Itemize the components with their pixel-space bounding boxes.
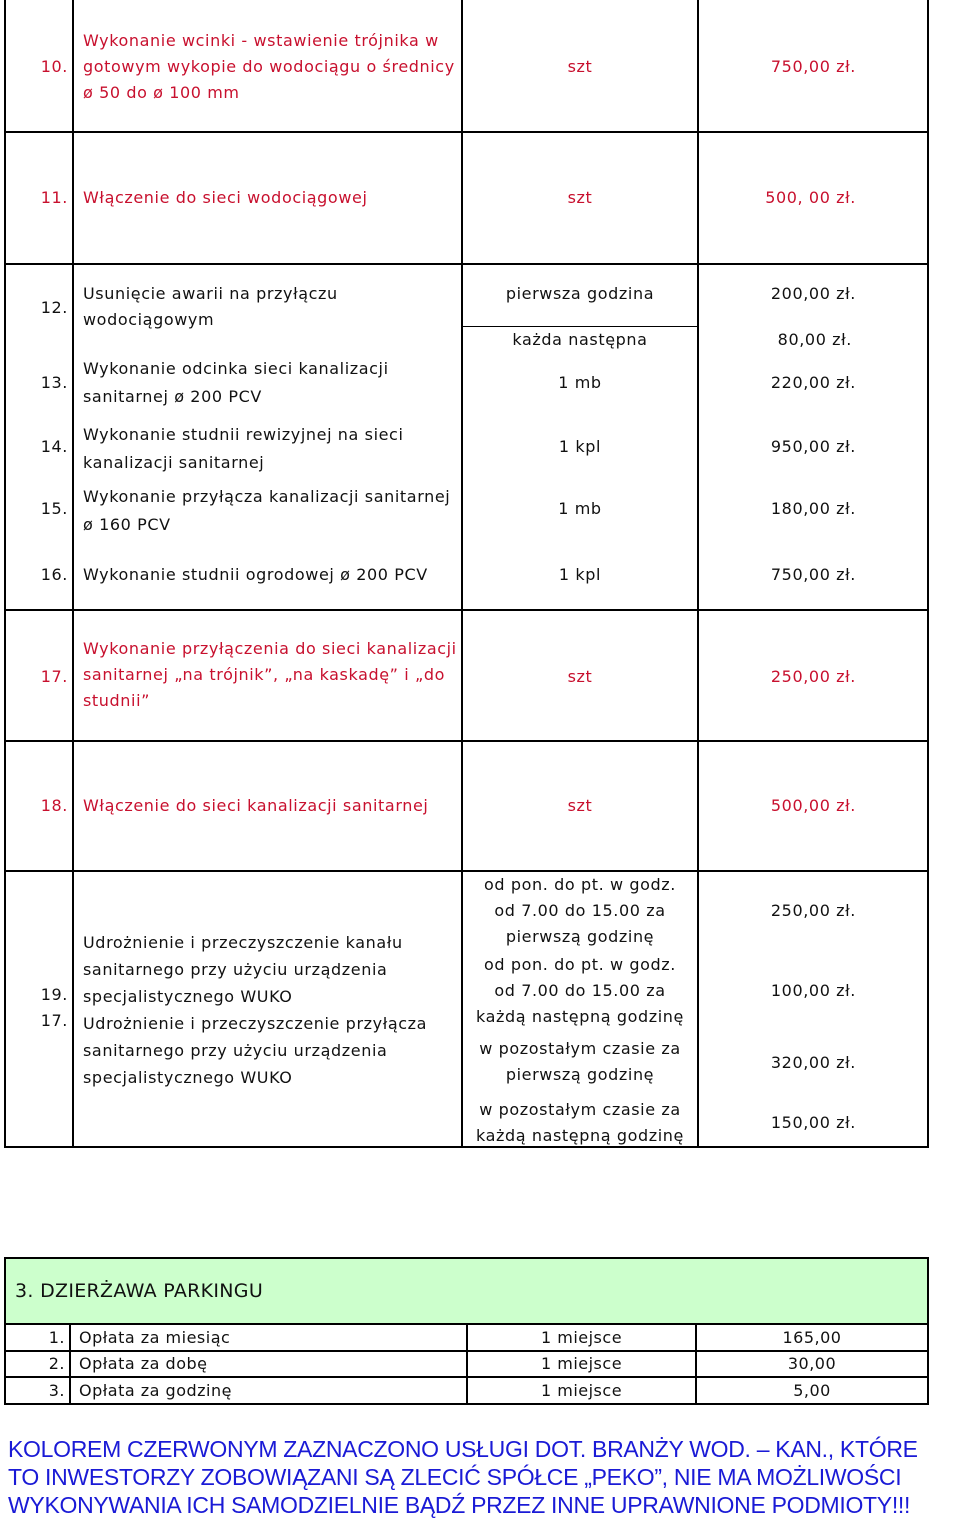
table-border-top — [4, 1257, 929, 1259]
footnote-line: KOLOREM CZERWONYM ZAZNACZONO USŁUGI DOT. BRANŻY WOD. – KAN., KTÓRE — [8, 1436, 918, 1462]
service-unit: w pozostałym czasie za pierwszą godzinę — [479, 1039, 681, 1084]
service-unit: od pon. do pt. w godz. od 7.00 do 15.00 za każdą następną godzinę — [476, 955, 684, 1026]
row-number: 16. — [40, 565, 68, 584]
row-number: 18. — [40, 796, 68, 815]
service-description: Wykonanie studnii ogrodowej ø 200 PCV — [83, 565, 428, 584]
parking-row-desc: Opłata za dobę — [79, 1354, 208, 1373]
service-unit: 1 mb — [558, 373, 602, 392]
row-number: 15. — [40, 499, 68, 518]
service-price: 320,00 zł. — [770, 1053, 856, 1072]
service-price: 500, 00 zł. — [765, 188, 856, 207]
parking-row-price: 30,00 — [787, 1354, 837, 1373]
service-unit: od pon. do pt. w godz. od 7.00 do 15.00 za pierwszą godzinę — [484, 875, 676, 946]
service-price: 750,00 zł. — [770, 565, 856, 584]
parking-row-desc: Opłata za miesiąc — [79, 1328, 231, 1347]
parking-row-desc: Opłata za godzinę — [79, 1381, 232, 1400]
service-description: Wykonanie odcinka sieci kanalizacji sanitarnej ø 200 PCV — [83, 359, 389, 406]
service-unit: szt — [567, 57, 593, 76]
service-unit: szt — [567, 188, 593, 207]
row-border — [4, 740, 929, 742]
row-number: 19. 17. — [40, 985, 68, 1030]
service-price: 250,00 zł. — [770, 901, 856, 920]
service-price: 150,00 zł. — [770, 1113, 856, 1132]
parking-heading: 3. DZIERŻAWA PARKINGU — [15, 1280, 264, 1302]
row-border — [4, 263, 929, 265]
service-unit: szt — [567, 796, 593, 815]
parking-row-number: 2. — [48, 1354, 65, 1373]
table-border-right — [927, 0, 929, 1148]
row-number: 13. — [40, 373, 68, 392]
service-price: 80,00 zł. — [777, 330, 852, 349]
table-border-right — [927, 1257, 929, 1405]
service-description: Udrożnienie i przeczyszczenie kanału sanitarnego przy użyciu urządzenia specjalistycznego WUKO Udrożnienie i przeczyszczenie przyłącza sanitarnego przy użyciu urządzenia specjalistycznego WUKO — [83, 933, 428, 1087]
row-number: 17. — [40, 667, 68, 686]
footnote-line: WYKONYWANIA ICH SAMODZIELNIE BĄDŹ PRZEZ INNE UPRAWNIONE PODMIOTY!!! — [8, 1492, 911, 1518]
service-description: Usunięcie awarii na przyłączu wodociągowym — [83, 284, 338, 329]
parking-row-unit: 1 miejsce — [540, 1354, 623, 1373]
service-description: Wykonanie studnii rewizyjnej na sieci kanalizacji sanitarnej — [83, 425, 404, 472]
service-description: Włączenie do sieci wodociągowej — [83, 188, 368, 207]
table-divider-no — [72, 0, 74, 1148]
service-description: Wykonanie przyłącza kanalizacji sanitarnej ø 160 PCV — [83, 487, 451, 534]
parking-row-unit: 1 miejsce — [540, 1381, 623, 1400]
parking-row-price: 165,00 — [782, 1328, 842, 1347]
row-border — [4, 131, 929, 133]
row-number: 14. — [40, 437, 68, 456]
service-unit: pierwsza godzina — [505, 284, 655, 303]
service-price: 200,00 zł. — [770, 284, 856, 303]
parking-row-number: 1. — [48, 1328, 65, 1347]
service-price: 950,00 zł. — [770, 437, 856, 456]
service-unit: każda następna — [512, 330, 648, 349]
row-number: 10. — [40, 57, 68, 76]
service-description: Włączenie do sieci kanalizacji sanitarnej — [83, 796, 429, 815]
footnote-line: TO INWESTORZY ZOBOWIĄZANI SĄ ZLECIĆ SPÓŁCE „PEKO”, NIE MA MOŻLIWOŚCI — [8, 1464, 902, 1490]
row-number: 11. — [40, 188, 68, 207]
service-price: 250,00 zł. — [770, 667, 856, 686]
service-price: 500,00 zł. — [770, 796, 856, 815]
service-description: Wykonanie wcinki - wstawienie trójnika w gotowym wykopie do wodociągu o średnicy ø 50 do ø 100 mm — [83, 31, 455, 102]
service-price: 220,00 zł. — [770, 373, 856, 392]
parking-row-unit: 1 miejsce — [540, 1328, 623, 1347]
parking-row-number: 3. — [48, 1381, 65, 1400]
service-unit: 1 mb — [558, 499, 602, 518]
parking-row-price: 5,00 — [793, 1381, 831, 1400]
table-divider-no — [69, 1323, 71, 1405]
service-unit: 1 kpl — [558, 565, 602, 584]
service-description: Wykonanie przyłączenia do sieci kanalizacji sanitarnej „na trójnik”, „na kaskadę” i „do studnii” — [83, 639, 457, 710]
service-unit: w pozostałym czasie za każdą następną godzinę — [476, 1100, 684, 1145]
row-border — [4, 609, 929, 611]
service-price: 180,00 zł. — [770, 499, 856, 518]
service-price: 750,00 zł. — [770, 57, 856, 76]
service-price: 100,00 zł. — [770, 981, 856, 1000]
service-unit: szt — [567, 667, 593, 686]
row-number: 12. — [40, 298, 68, 317]
service-unit: 1 kpl — [558, 437, 602, 456]
